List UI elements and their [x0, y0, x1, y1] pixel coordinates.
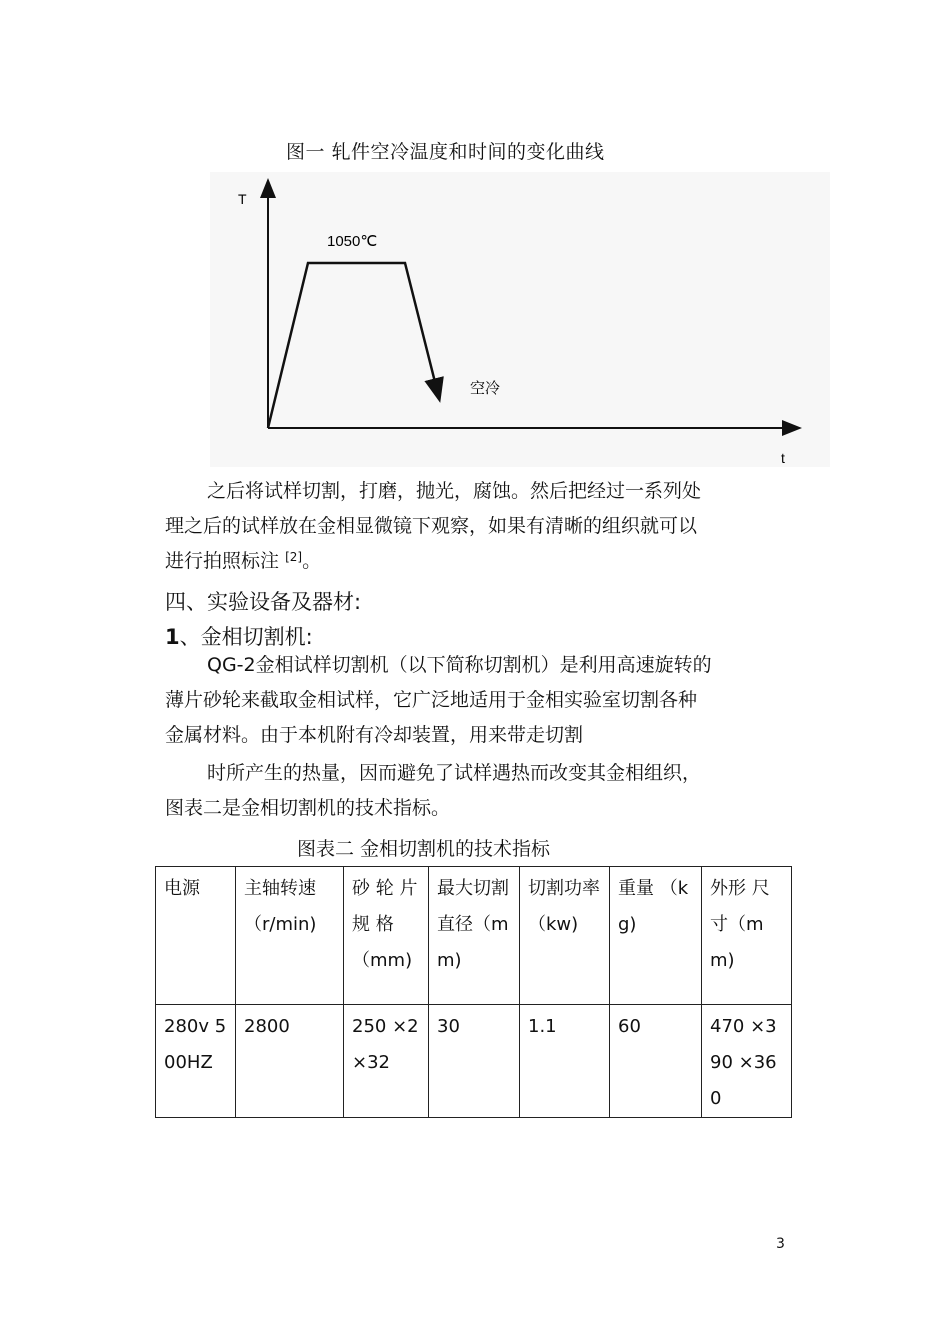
- subsection-title: 、金相切割机:: [179, 625, 313, 649]
- air-cool-label: 空冷: [470, 379, 501, 397]
- table-cell: 250 ×2×32: [344, 1005, 429, 1118]
- section-heading: 四、实验设备及器材:: [165, 590, 362, 614]
- header-cell: 外形 尺寸（mm): [702, 867, 792, 1005]
- text-line: 理之后的试样放在金相显微镜下观察，如果有清晰的组织就可以: [165, 515, 698, 537]
- table-cell: 280v 500HZ: [156, 1005, 236, 1118]
- x-axis-label: t: [781, 450, 785, 466]
- temperature-curve: [268, 263, 439, 428]
- citation-ref: [2]: [285, 550, 303, 564]
- sentence-end: 。: [302, 550, 322, 572]
- table-title: 图表二 金相切割机的技术指标: [297, 838, 551, 860]
- figure-title: 图一 轧件空冷温度和时间的变化曲线: [286, 141, 605, 163]
- table-cell: 1.1: [520, 1005, 610, 1118]
- subsection-heading: [165, 621, 313, 651]
- page-number: 3: [776, 1236, 785, 1252]
- temperature-time-figure: [210, 172, 830, 467]
- header-cell: 最大切割直径（mm): [429, 867, 520, 1005]
- subsection-number: 1: [165, 625, 180, 649]
- temperature-label: 1050℃: [327, 233, 378, 250]
- header-cell: 重量 （kg): [610, 867, 702, 1005]
- table-cell: 470 ×390 ×360: [702, 1005, 792, 1118]
- text-line: 时所产生的热量，因而避免了试样遇热而改变其金相组织，: [207, 762, 702, 784]
- temperature-time-chart: [210, 172, 830, 467]
- paragraph-heat: [165, 756, 765, 826]
- table-header-row: [156, 867, 792, 1005]
- text-line: 进行拍照标注: [165, 550, 280, 572]
- header-cell: 切割功率（kw): [520, 867, 610, 1005]
- header-cell: 主轴转速（r/min): [236, 867, 344, 1005]
- table-cell: 60: [610, 1005, 702, 1118]
- text-line: QG-2金相试样切割机（以下简称切割机）是利用高速旋转的: [207, 654, 712, 676]
- spec-table: [155, 866, 792, 1118]
- paragraph-procedure: [165, 474, 765, 579]
- header-cell: 砂 轮 片 规 格 （mm): [344, 867, 429, 1005]
- text-line: 之后将试样切割，打磨，抛光，腐蚀。然后把经过一系列处: [207, 480, 702, 502]
- y-axis-label: T: [238, 191, 247, 207]
- header-cell: 电源: [156, 867, 236, 1005]
- paragraph-cutting-machine: [165, 648, 765, 753]
- table-row: [156, 1005, 792, 1118]
- text-line: 金属材料。由于本机附有冷却装置，用来带走切割: [165, 724, 584, 746]
- table-cell: 2800: [236, 1005, 344, 1118]
- text-line: 图表二是金相切割机的技术指标。: [165, 797, 451, 819]
- text-line: 薄片砂轮来截取金相试样，它广泛地适用于金相实验室切割各种: [165, 689, 698, 711]
- table-cell: 30: [429, 1005, 520, 1118]
